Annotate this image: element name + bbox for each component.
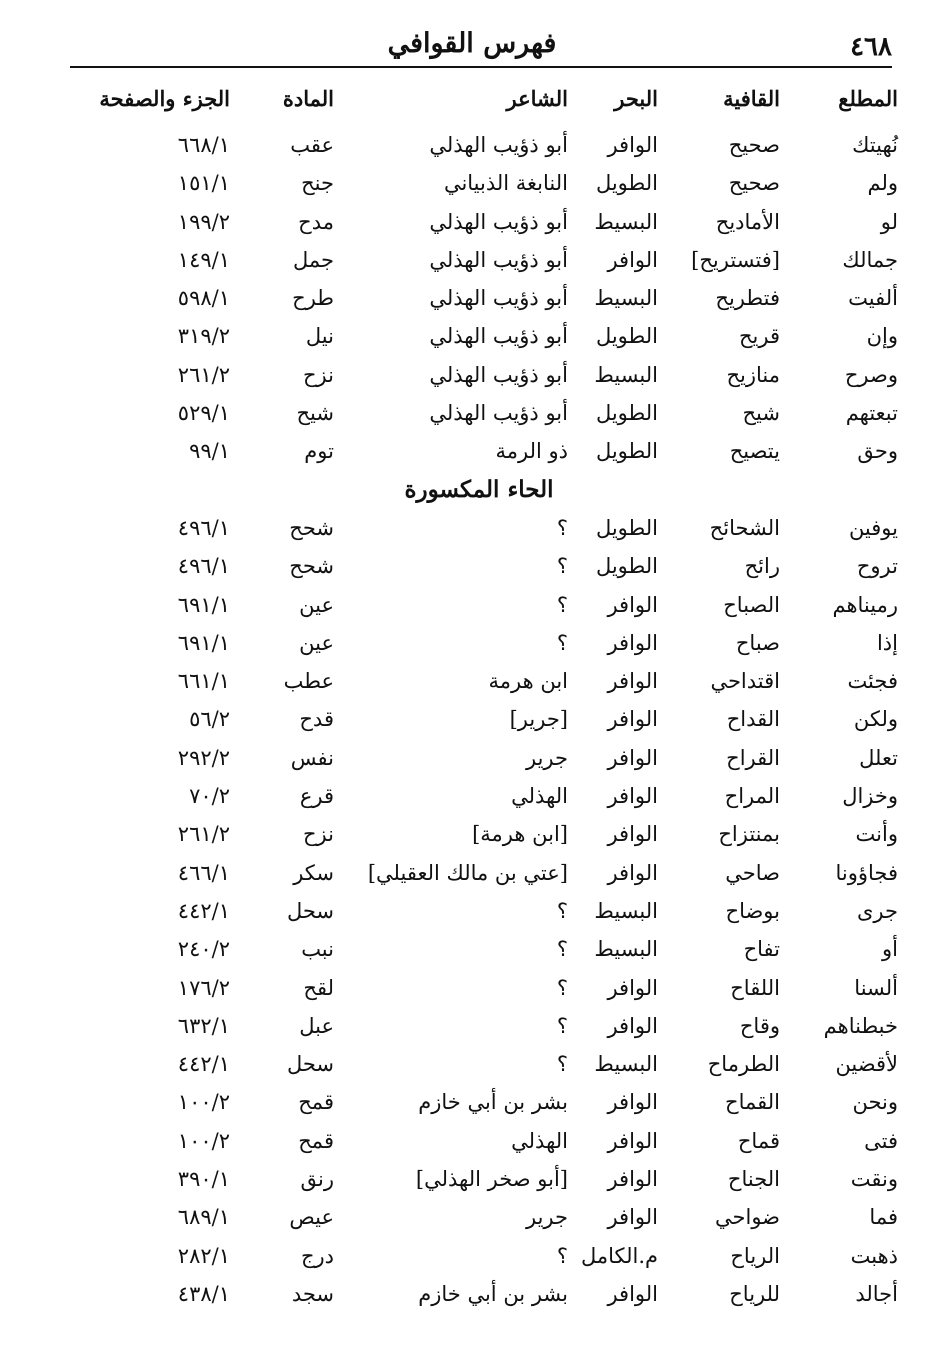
cell-shaer: أبو ذؤيب الهذلي <box>429 401 568 426</box>
cell-matla: ألسنا <box>854 975 898 1000</box>
cell-shaer: ذو الرمة <box>495 439 568 464</box>
cell-page: ١٥١/١ <box>177 171 230 196</box>
cell-matla: ألفيت <box>848 286 898 311</box>
cell-qafiya: فتطريح <box>715 286 780 311</box>
cell-matla: رميناهم <box>832 592 898 617</box>
cell-shaer: جرير <box>526 745 568 770</box>
cell-madda: قرع <box>299 784 334 809</box>
cell-page: ١٠٠/٢ <box>177 1128 230 1153</box>
cell-bahr: البسيط <box>594 937 658 962</box>
cell-madda: قمح <box>298 1128 334 1153</box>
cell-bahr: البسيط <box>594 362 658 387</box>
table-row <box>60 317 898 355</box>
cell-bahr: الوافر <box>607 1167 658 1192</box>
cell-page: ٧٠/٢ <box>189 784 230 809</box>
table-row <box>60 1007 898 1045</box>
cell-matla: فجاؤونا <box>835 860 898 885</box>
cell-qafiya: القداح <box>726 707 780 732</box>
cell-madda: جنح <box>301 171 334 196</box>
cell-qafiya: قماح <box>737 1128 780 1153</box>
table-row <box>60 241 898 279</box>
header-qafiya: القافية <box>723 86 780 111</box>
table-row <box>60 203 898 241</box>
cell-madda: طرح <box>292 286 334 311</box>
cell-qafiya: بمنتزاح <box>718 822 780 847</box>
cell-bahr: الطويل <box>595 515 658 540</box>
cell-page: ٤٦٦/١ <box>177 860 230 885</box>
cell-madda: عين <box>299 630 334 655</box>
cell-madda: عيص <box>289 1205 334 1230</box>
cell-madda: قدح <box>299 707 334 732</box>
cell-shaer: بشر بن أبي خازم <box>418 1090 568 1115</box>
cell-page: ٦٨٩/١ <box>177 1205 230 1230</box>
table-group-a <box>60 126 898 471</box>
cell-page: ٢٩٢/٢ <box>177 745 230 770</box>
table-row <box>60 739 898 777</box>
cell-madda: جمل <box>292 247 334 272</box>
cell-matla: ولم <box>867 171 898 196</box>
cell-madda: درج <box>300 1243 334 1268</box>
page-title: فهرس القوافي <box>387 28 557 59</box>
header-shaer: الشاعر <box>506 86 568 111</box>
table-row <box>60 1198 898 1236</box>
cell-madda: مدح <box>298 209 334 234</box>
cell-qafiya: تفاح <box>743 937 780 962</box>
cell-matla: ولكن <box>853 707 898 732</box>
cell-page: ٥٩٨/١ <box>177 286 230 311</box>
cell-madda: شيح <box>296 401 334 426</box>
cell-shaer: أبو ذؤيب الهذلي <box>429 324 568 349</box>
cell-madda: سجد <box>291 1281 334 1306</box>
cell-page: ١٩٩/٢ <box>177 209 230 234</box>
cell-page: ٣١٩/٢ <box>177 324 230 349</box>
table-group-b <box>60 509 898 1313</box>
cell-qafiya: صاحي <box>725 860 780 885</box>
cell-shaer: أبو ذؤيب الهذلي <box>429 133 568 157</box>
cell-shaer: الهذلي <box>511 784 568 809</box>
cell-shaer: [جرير] <box>509 707 568 732</box>
rhymes-table <box>60 80 898 1313</box>
cell-matla: ونحن <box>852 1090 898 1115</box>
table-row <box>60 700 898 738</box>
cell-madda: رنق <box>300 1167 334 1192</box>
cell-bahr: الوافر <box>607 1205 658 1230</box>
cell-matla: جرى <box>856 898 898 923</box>
cell-shaer: النابغة الذبياني <box>443 171 568 196</box>
cell-shaer: أبو ذؤيب الهذلي <box>429 362 568 387</box>
table-row <box>60 815 898 853</box>
cell-madda: سحل <box>286 1052 334 1077</box>
cell-page: ٦٦٨/١ <box>177 133 230 157</box>
cell-shaer: ابن هرمة <box>488 669 568 694</box>
cell-qafiya: صباح <box>735 630 780 655</box>
cell-bahr: البسيط <box>594 209 658 234</box>
table-row <box>60 1083 898 1121</box>
cell-page: ٦٩١/١ <box>177 592 230 617</box>
cell-qafiya: الأماديح <box>715 209 780 234</box>
cell-matla: ونقت <box>850 1167 898 1192</box>
cell-qafiya: يتصيح <box>729 439 780 464</box>
table-row <box>60 1160 898 1198</box>
cell-bahr: الوافر <box>607 1128 658 1153</box>
cell-bahr: الوافر <box>607 1281 658 1306</box>
cell-page: ٦٦١/١ <box>177 669 230 694</box>
cell-matla: إذا <box>876 630 898 655</box>
header-page: الجزء والصفحة <box>99 86 230 111</box>
table-row <box>60 394 898 432</box>
cell-qafiya: الجناح <box>727 1167 780 1192</box>
cell-madda: عطب <box>283 669 334 694</box>
table-row <box>60 892 898 930</box>
cell-madda: نزح <box>303 822 334 847</box>
table-row <box>60 930 898 968</box>
cell-page: ٤٩٦/١ <box>177 554 230 579</box>
cell-shaer: ؟ <box>556 630 568 655</box>
page-number: ٤٦٨ <box>850 32 892 62</box>
cell-madda: عين <box>299 592 334 617</box>
cell-page: ١٠٠/٢ <box>177 1090 230 1115</box>
table-row <box>60 777 898 815</box>
section-row <box>60 471 898 509</box>
cell-qafiya: شيح <box>742 401 780 426</box>
cell-matla: فتى <box>864 1128 898 1153</box>
cell-shaer: [عتي بن مالك العقيلي] <box>367 860 568 885</box>
cell-bahr: البسيط <box>594 286 658 311</box>
cell-matla: نُهيتك <box>852 133 898 157</box>
cell-qafiya: رائح <box>744 554 780 579</box>
cell-qafiya: منازيح <box>726 362 780 387</box>
cell-page: ٥٢٩/١ <box>177 401 230 426</box>
cell-matla: فجئت <box>847 669 898 694</box>
cell-shaer: أبو ذؤيب الهذلي <box>429 209 568 234</box>
table-row <box>60 164 898 202</box>
table-header-row <box>60 80 898 126</box>
cell-matla: ذهبت <box>850 1243 898 1268</box>
cell-matla: يوفين <box>848 515 898 540</box>
cell-matla: جمالك <box>842 247 898 272</box>
cell-shaer: أبو ذؤيب الهذلي <box>429 247 568 272</box>
table-row <box>60 1275 898 1313</box>
cell-qafiya: [فتستريح] <box>691 247 780 272</box>
cell-page: ٦٣٢/١ <box>177 1013 230 1038</box>
cell-matla: وخزال <box>842 784 898 809</box>
header-matla: المطلع <box>838 86 898 111</box>
cell-shaer: ؟ <box>556 515 568 540</box>
cell-shaer: ؟ <box>556 1013 568 1038</box>
cell-page: ٢٤٠/٢ <box>177 937 230 962</box>
cell-qafiya: للرياح <box>729 1281 780 1306</box>
cell-shaer: [أبو صخر الهذلي] <box>415 1167 568 1192</box>
cell-matla: تبعتهم <box>845 401 898 426</box>
cell-page: ٩٩/١ <box>189 439 230 464</box>
cell-bahr: الوافر <box>607 784 658 809</box>
cell-qafiya: الصباح <box>723 592 780 617</box>
cell-bahr: الطويل <box>595 554 658 579</box>
cell-shaer: بشر بن أبي خازم <box>418 1281 568 1306</box>
cell-qafiya: القماح <box>725 1090 780 1115</box>
cell-bahr: الوافر <box>607 592 658 617</box>
cell-shaer: ؟ <box>556 1052 568 1077</box>
cell-bahr: الوافر <box>607 975 658 1000</box>
cell-shaer: ؟ <box>556 937 568 962</box>
cell-shaer: أبو ذؤيب الهذلي <box>429 286 568 311</box>
header-madda: المادة <box>282 86 334 111</box>
table-row <box>60 624 898 662</box>
cell-matla: فما <box>869 1205 898 1230</box>
cell-madda: نبب <box>301 937 334 962</box>
cell-matla: وأنت <box>855 822 898 847</box>
cell-qafiya: ضواحي <box>715 1205 780 1230</box>
cell-matla: أو <box>882 937 898 962</box>
cell-matla: تروح <box>856 554 898 579</box>
cell-madda: عقب <box>290 133 334 157</box>
cell-shaer: جرير <box>526 1205 568 1230</box>
cell-madda: نيل <box>305 324 334 349</box>
table-row <box>60 1045 898 1083</box>
section-title: الحاء المكسورة <box>404 475 554 503</box>
table-row <box>60 854 898 892</box>
cell-bahr: الطويل <box>595 439 658 464</box>
cell-madda: نزح <box>303 362 334 387</box>
cell-madda: شحح <box>289 554 334 579</box>
cell-page: ٢٨٢/١ <box>177 1243 230 1268</box>
cell-page: ٢٦١/٢ <box>177 362 230 387</box>
cell-bahr: الوافر <box>607 630 658 655</box>
cell-page: ٤٤٢/١ <box>177 1052 230 1077</box>
table-row <box>60 969 898 1007</box>
cell-bahr: الوافر <box>607 745 658 770</box>
cell-madda: سكر <box>293 860 334 885</box>
table-row <box>60 662 898 700</box>
cell-matla: وحق <box>857 439 898 464</box>
cell-shaer: ؟ <box>556 592 568 617</box>
cell-matla: تعلل <box>859 745 898 770</box>
cell-page: ٤٤٢/١ <box>177 898 230 923</box>
table-row <box>60 547 898 585</box>
cell-qafiya: الرياح <box>730 1243 780 1268</box>
cell-shaer: الهذلي <box>511 1128 568 1153</box>
cell-matla: وصرح <box>844 362 898 387</box>
cell-bahr: الوافر <box>607 1090 658 1115</box>
cell-qafiya: الطرماح <box>707 1052 780 1077</box>
cell-matla: لو <box>880 209 898 234</box>
cell-bahr: الوافر <box>607 1013 658 1038</box>
table-row <box>60 356 898 394</box>
table-row <box>60 279 898 317</box>
cell-madda: نفس <box>290 745 334 770</box>
cell-qafiya: بوضاح <box>725 898 780 923</box>
cell-madda: عبل <box>299 1013 334 1038</box>
header-rule <box>70 66 892 68</box>
cell-matla: أجالد <box>855 1281 898 1306</box>
cell-bahr: الوافر <box>607 707 658 732</box>
cell-page: ٢٦١/٢ <box>177 822 230 847</box>
cell-qafiya: قريح <box>738 324 780 349</box>
table-row <box>60 432 898 470</box>
cell-matla: خبطناهم <box>823 1013 898 1038</box>
cell-shaer: ؟ <box>556 975 568 1000</box>
table-row <box>60 1122 898 1160</box>
cell-bahr: الوافر <box>607 247 658 272</box>
cell-bahr: الوافر <box>607 860 658 885</box>
cell-bahr: الوافر <box>607 822 658 847</box>
cell-page: ٣٩٠/١ <box>177 1167 230 1192</box>
table-row <box>60 509 898 547</box>
table-row <box>60 126 898 164</box>
cell-page: ٥٦/٢ <box>189 707 230 732</box>
cell-page: ١٧٦/٢ <box>177 975 230 1000</box>
table-row <box>60 1237 898 1275</box>
cell-bahr: الطويل <box>595 171 658 196</box>
cell-bahr: الطويل <box>595 324 658 349</box>
cell-shaer: ؟ <box>556 1243 568 1268</box>
cell-qafiya: صحيح <box>728 133 780 157</box>
cell-madda: قمح <box>298 1090 334 1115</box>
cell-madda: شحح <box>289 515 334 540</box>
cell-matla: لأقضين <box>835 1052 898 1077</box>
cell-qafiya: صحيح <box>728 171 780 196</box>
header-bahr: البحر <box>614 86 658 111</box>
table-row <box>60 586 898 624</box>
cell-matla: وإن <box>866 324 898 349</box>
cell-madda: توم <box>304 439 334 464</box>
cell-bahr: الوافر <box>607 669 658 694</box>
cell-qafiya: اللقاح <box>730 975 780 1000</box>
cell-bahr: الوافر <box>607 133 658 157</box>
cell-qafiya: الشحائح <box>709 515 780 540</box>
cell-page: ١٤٩/١ <box>177 247 230 272</box>
cell-madda: سحل <box>286 898 334 923</box>
cell-page: ٤٣٨/١ <box>177 1281 230 1306</box>
cell-shaer: ؟ <box>556 898 568 923</box>
cell-bahr: م.الكامل <box>580 1243 658 1268</box>
cell-shaer: [ابن هرمة] <box>472 822 568 847</box>
cell-page: ٤٩٦/١ <box>177 515 230 540</box>
cell-qafiya: اقتداحي <box>710 669 780 694</box>
cell-page: ٦٩١/١ <box>177 630 230 655</box>
cell-qafiya: القراح <box>726 745 780 770</box>
cell-shaer: ؟ <box>556 554 568 579</box>
cell-bahr: البسيط <box>594 1052 658 1077</box>
cell-bahr: البسيط <box>594 898 658 923</box>
cell-qafiya: المراح <box>724 784 780 809</box>
cell-qafiya: وقاح <box>739 1013 780 1038</box>
cell-madda: لقح <box>303 975 334 1000</box>
cell-bahr: الطويل <box>595 401 658 426</box>
